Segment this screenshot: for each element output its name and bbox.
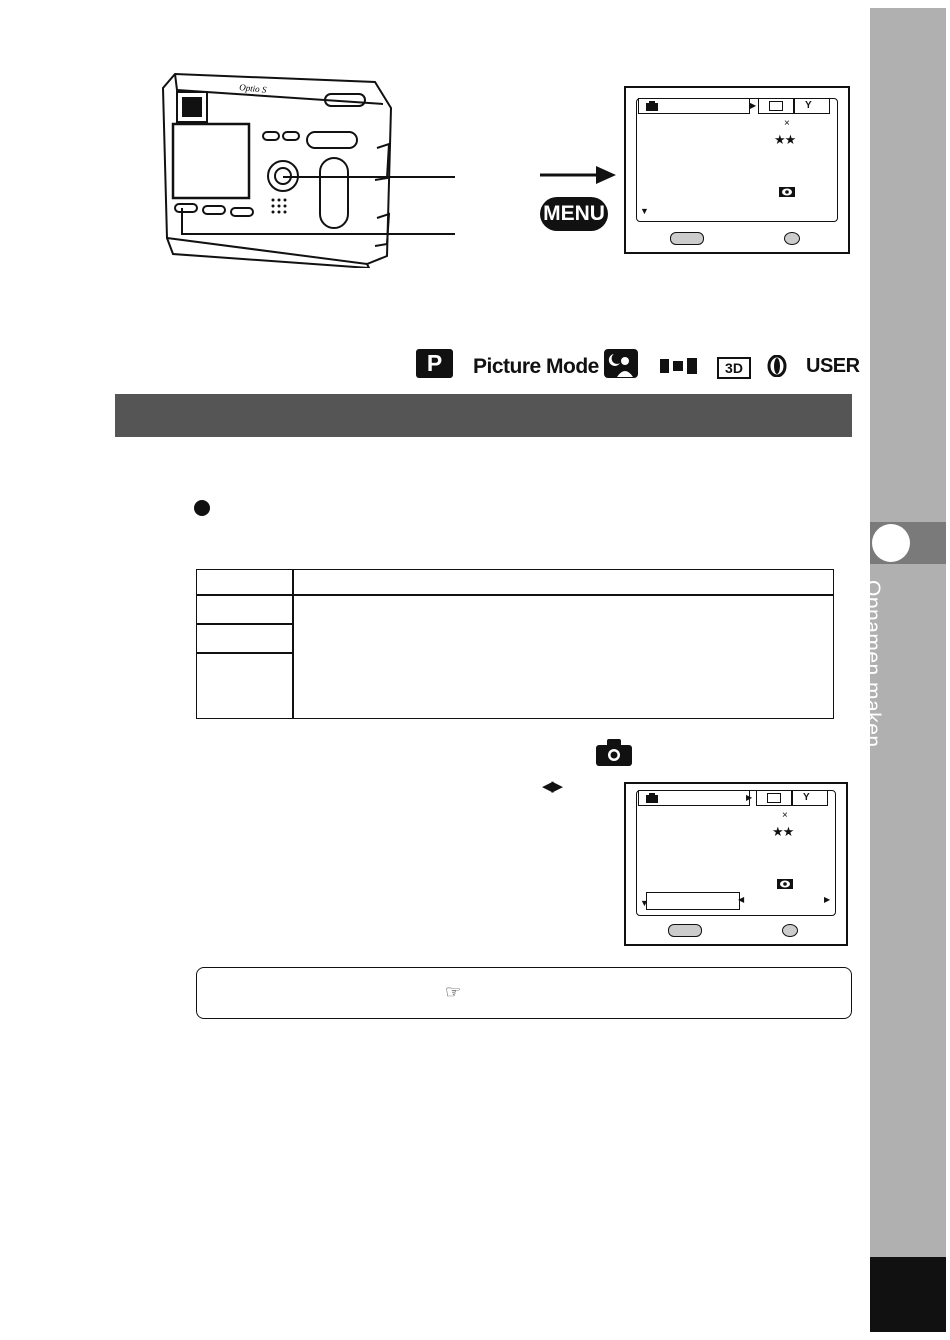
right-arrow-icon bbox=[540, 164, 616, 186]
lcd-screen-bottom bbox=[624, 782, 848, 946]
highlighted-item-box bbox=[646, 892, 740, 910]
section-heading-bar bbox=[115, 394, 852, 437]
lcd-multiplier: × bbox=[782, 810, 788, 821]
playback-tab bbox=[756, 790, 792, 806]
leader-line-dial bbox=[283, 176, 455, 178]
lcd-quality-stars: ★★ bbox=[772, 824, 794, 839]
table-row-divider bbox=[196, 652, 293, 654]
bullet-icon bbox=[194, 500, 210, 516]
reference-pointer-icon: ☞ bbox=[445, 982, 462, 1002]
lcd-menu-pill-icon bbox=[670, 232, 704, 245]
metering-icon bbox=[776, 878, 794, 890]
lcd-ok-button-icon bbox=[782, 924, 798, 937]
camera-icon bbox=[596, 738, 632, 766]
filter-mode-icon bbox=[767, 355, 787, 377]
camera-tab bbox=[638, 790, 753, 806]
lcd-quality-stars: ★★ bbox=[774, 132, 796, 147]
lcd-ok-button-icon bbox=[784, 232, 800, 245]
night-scene-icon bbox=[604, 349, 638, 378]
left-right-arrow-icon: ◀▶ bbox=[542, 778, 562, 795]
setup-tab: Y bbox=[792, 790, 828, 806]
camera-icon bbox=[645, 100, 659, 112]
3d-mode-icon: 3D bbox=[717, 357, 751, 379]
lcd-multiplier: × bbox=[784, 118, 790, 129]
chapter-number-circle bbox=[872, 524, 910, 562]
metering-icon bbox=[778, 186, 796, 198]
note-box bbox=[196, 967, 852, 1019]
table-column-divider bbox=[292, 569, 294, 719]
leader-line-menu-button-vertical bbox=[181, 208, 183, 235]
camera-tab bbox=[638, 98, 750, 114]
setup-tab: Y bbox=[794, 98, 830, 114]
lcd-screen-top bbox=[624, 86, 850, 254]
right-arrow-icon: ▶ bbox=[824, 895, 831, 904]
panorama-icon bbox=[660, 357, 698, 375]
camera-icon bbox=[645, 792, 659, 804]
leader-line-menu-button bbox=[181, 233, 455, 235]
program-mode-icon: P bbox=[416, 349, 453, 378]
camera-illustration bbox=[155, 68, 400, 268]
scroll-down-icon: ▼ bbox=[640, 898, 649, 908]
left-arrow-icon: ◀ bbox=[738, 895, 745, 904]
camera-brand-label: Optio S bbox=[238, 82, 267, 95]
scroll-down-icon: ▼ bbox=[640, 206, 649, 216]
options-table bbox=[196, 569, 834, 719]
page-number-block bbox=[870, 1257, 946, 1332]
user-mode-icon: USER bbox=[806, 355, 860, 377]
picture-mode-label: Picture Mode bbox=[473, 355, 599, 378]
chapter-title: Opnamen maken bbox=[861, 580, 884, 748]
playback-tab bbox=[758, 98, 794, 114]
table-row-divider bbox=[196, 623, 293, 625]
table-header-divider bbox=[196, 594, 834, 596]
tab-arrow-icon: ▶ bbox=[750, 101, 757, 110]
menu-button-icon: MENU bbox=[540, 197, 608, 231]
lcd-menu-pill-icon bbox=[668, 924, 702, 937]
tab-arrow-icon: ▶ bbox=[746, 793, 753, 802]
